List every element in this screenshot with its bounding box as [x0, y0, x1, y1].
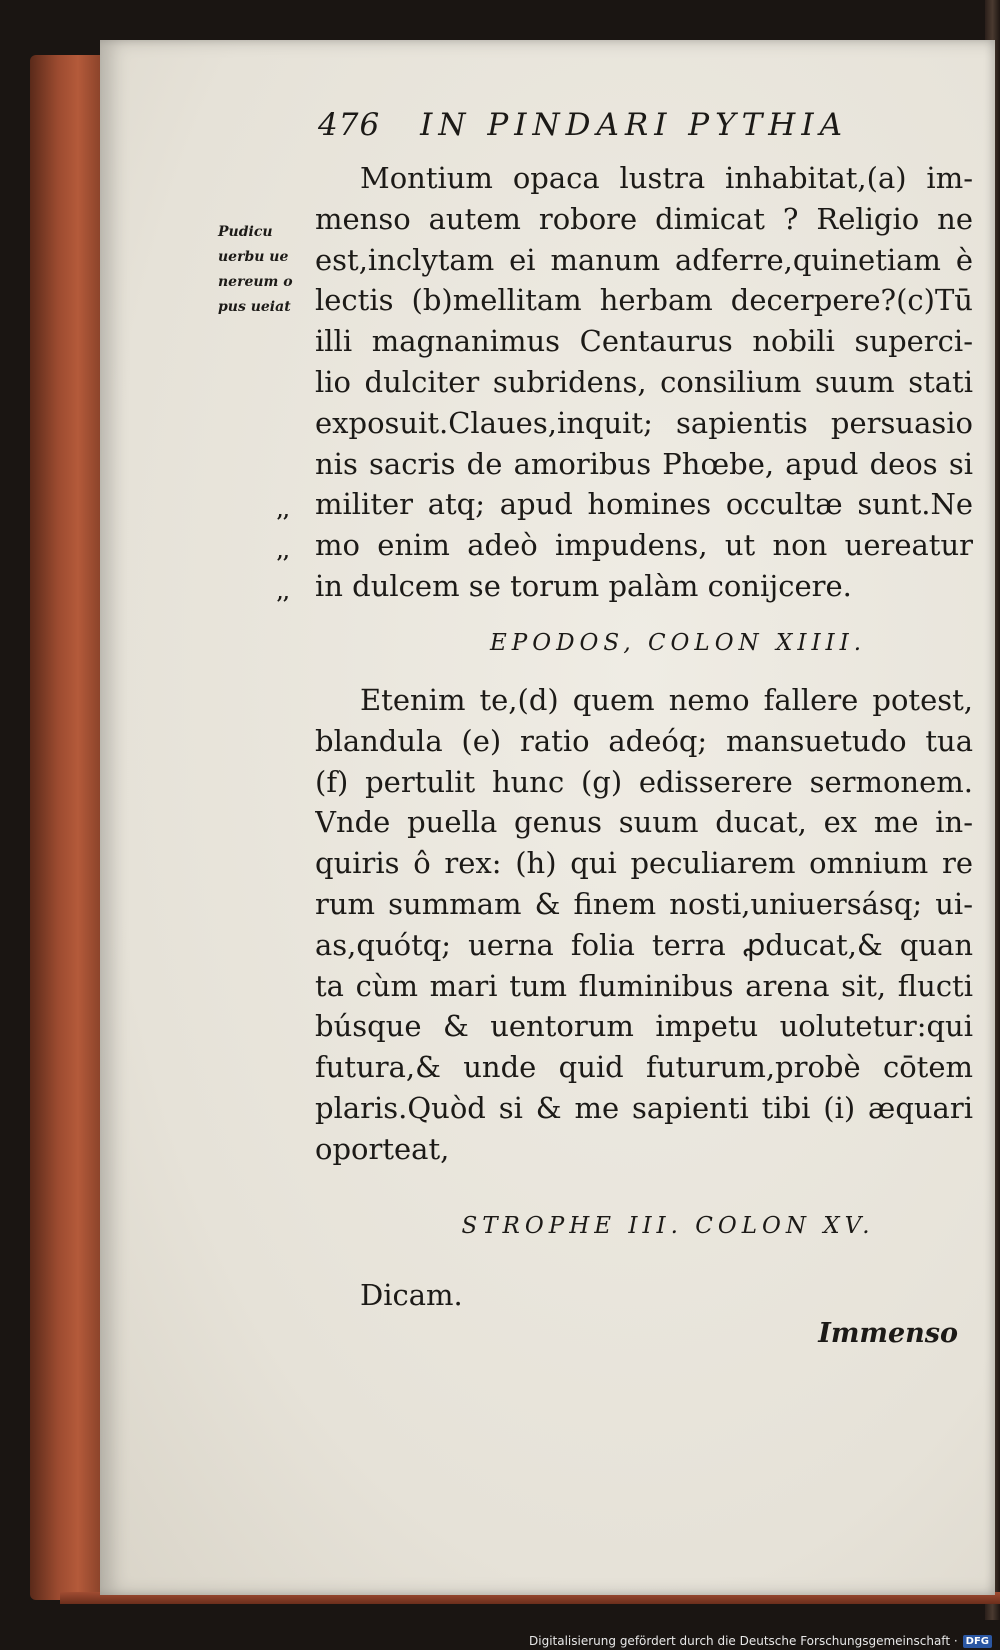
text-line: plaris.Quòd si & me sapienti tibi (i) æquari: [315, 1090, 973, 1125]
text-block-strophe: [315, 1275, 973, 1316]
digitization-credit: [529, 1634, 992, 1648]
margin-note-line: Pudicu: [218, 224, 273, 240]
quotation-marks: [277, 492, 297, 614]
text-line: (f) pertulit hunc (g) edisserere sermonem.: [315, 764, 973, 799]
text-block-antistrophe: [315, 158, 973, 607]
running-header: [318, 105, 958, 145]
margin-note-line: pus ueiat: [218, 299, 291, 315]
text-line: ta cùm mari tum fluminibus arena sit, flucti: [315, 968, 973, 1003]
text-line: blandula (e) ratio adeóq; mansuetudo tua: [315, 723, 973, 758]
text-line: menso autem robore dimicat ? Religio ne: [315, 201, 973, 236]
quote-mark: ,,: [277, 541, 290, 563]
text-line: lio dulciter subridens, consilium suum stati: [315, 364, 973, 399]
book-edge: [30, 55, 110, 1600]
text-line: Dicam.: [360, 1278, 463, 1312]
text-line: búsque & uentorum impetu uolutetur:qui: [315, 1009, 973, 1044]
text-line: rum summam & finem nosti,uniuersásq; ui-: [315, 886, 973, 921]
text-line: lectis (b)mellitam herbam decerpere?(c)Tū: [315, 283, 973, 318]
text-line: mo enim adeò impudens, ut non uereatur: [315, 528, 973, 563]
margin-note-line: nereum o: [218, 274, 293, 290]
text-line: est,inclytam ei manum adferre,quinetiam è: [315, 242, 973, 277]
section-heading-epodos: EPODOS, COLON XIIII.: [489, 630, 867, 656]
page-number: 476: [318, 107, 381, 143]
text-line: illi magnanimus Centaurus nobili superci-: [315, 324, 973, 359]
running-title: IN PINDARI PYTHIA: [420, 107, 848, 143]
section-heading-strophe: STROPHE III. COLON XV.: [461, 1213, 875, 1239]
text-line: quiris ô rex: (h) qui peculiarem omnium re: [315, 846, 973, 881]
quote-mark: ,,: [277, 501, 290, 522]
text-line: nis sacris de amoribus Phœbe, apud deos si: [315, 446, 973, 481]
text-line: Vnde puella genus suum ducat, ex me in-: [315, 805, 973, 840]
margin-note-line: uerbu ue: [218, 249, 289, 265]
dfg-logo-icon: DFG: [963, 1635, 992, 1648]
text-line: oporteat,: [315, 1131, 450, 1166]
margin-note: [218, 220, 303, 320]
credit-text: Digitalisierung gefördert durch die Deutsche Forschungsgemeinschaft ·: [529, 1634, 958, 1648]
text-line: exposuit.Claues,inquit; sapientis persuasio: [315, 405, 973, 440]
text-line: Etenim te,(d) quem nemo fallere potest,: [360, 683, 973, 717]
text-line: Montium opaca lustra inhabitat,(a) im-: [360, 161, 973, 195]
text-line: in dulcem se torum palàm conijcere.: [315, 568, 852, 603]
quote-mark: ,,: [277, 582, 290, 604]
text-block-epodos: [315, 680, 973, 1170]
catchword: Immenso: [818, 1318, 958, 1349]
text-line: militer atq; apud homines occultæ sunt.Ne: [315, 487, 973, 522]
text-line: futura,& unde quid futurum,probè cōtem: [315, 1050, 973, 1085]
text-line: as,quótq; uerna folia terra ꝓducat,& quan: [315, 927, 973, 962]
